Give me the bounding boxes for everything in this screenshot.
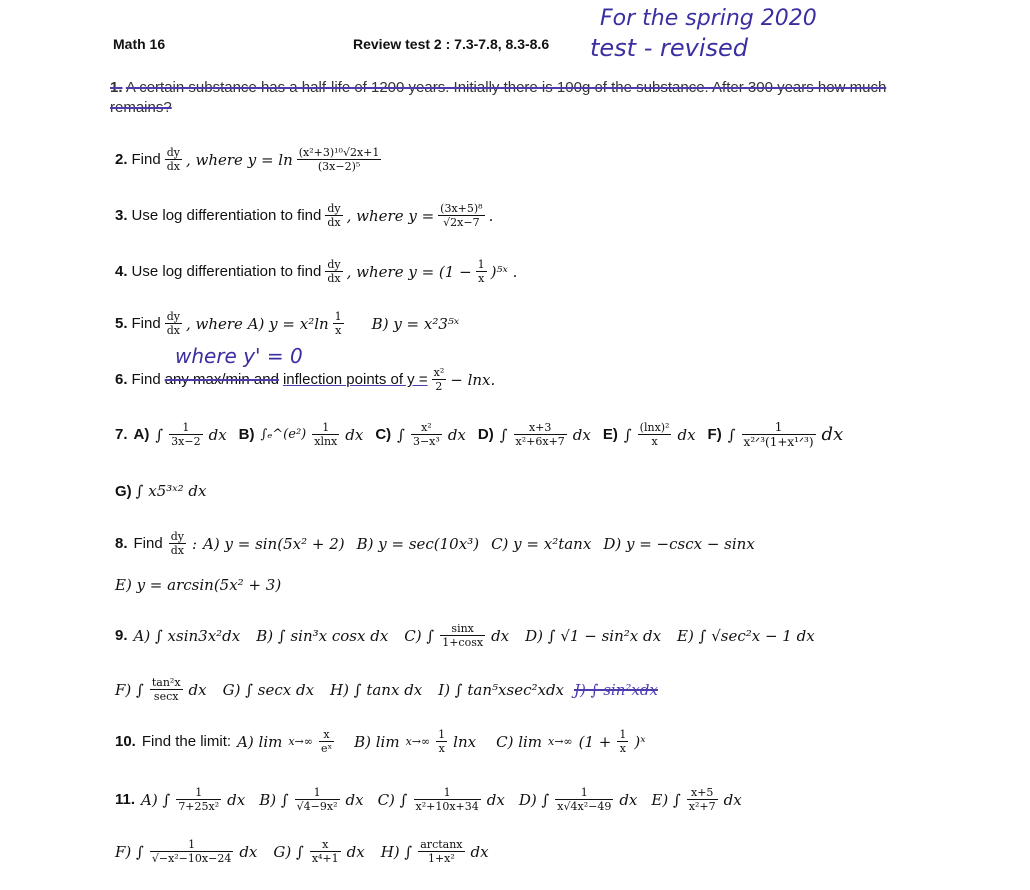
problem-9e: E) ∫ √sec²x − 1 dx (677, 626, 815, 645)
problem-3 (115, 202, 493, 229)
problem-11 (115, 786, 742, 813)
problem-6-tail: − lnx. (450, 370, 496, 389)
problem-11d-dx: dx (619, 790, 638, 809)
problem-9f-fraction: $\frac{\text{tan²x}}{\sec x}$ (151, 676, 181, 704)
problem-7b-label: B) (238, 426, 255, 444)
problem-9a: A) ∫ xsin3x²dx (133, 626, 241, 645)
problem-7c-dx: dx (447, 425, 466, 444)
dydx-fraction: $\frac{dy}{dx}$ (166, 310, 180, 338)
problem-1 (110, 78, 900, 118)
test-title: Review test 2 : 7.3-7.8, 8.3-8.6 (353, 36, 550, 52)
problem-11d-label: D) ∫ (518, 790, 550, 809)
problem-4-fraction: $\frac{1}{x}$ (477, 258, 485, 286)
problem-11h-label: H) ∫ (380, 842, 413, 861)
problem-6-fraction: $\frac{\text{x²}}{2}$ (433, 366, 445, 394)
problem-7f-fraction: $\frac{1}{\text{x²ᐟ³(1+x¹ᐟ³)}}$ (743, 420, 814, 450)
problem-9-row2 (115, 676, 658, 703)
problem-5 (115, 310, 459, 337)
dydx-fraction: $\frac{dy}{dx}$ (166, 146, 180, 174)
problem-8a: A) y = sin(5x² + 2) (203, 534, 345, 553)
problem-6-struck: any max/min and (164, 371, 279, 389)
problem-11c-fraction: $\frac{1}{\text{x²+10x+34}}$ (415, 786, 479, 814)
problem-6-text: inflection points of y = (282, 371, 428, 389)
problem-10a-label: A) lim (237, 732, 283, 751)
problem-11c-label: C) ∫ (377, 790, 408, 809)
problem-7a-label: A) (133, 426, 150, 444)
problem-11-number: 11. (115, 791, 136, 809)
problem-11g-label: G) ∫ (273, 842, 304, 861)
problem-9g: G) ∫ secx dx (222, 680, 315, 699)
integral-symbol: ∫ (499, 425, 508, 444)
problem-10b-sub: x→∞ (405, 735, 431, 749)
problem-7e-fraction: $\frac{\text{(lnx)²}}{x}$ (639, 421, 670, 449)
integral-symbol: ∫ (397, 425, 405, 444)
problem-9-number: 9. (115, 627, 128, 645)
problem-1-text: A certain substance has a half-life of 1200 years. Initially there is 100g of the substance. After 300 years how much remains? (110, 79, 887, 116)
problem-10b-tail: lnx (453, 732, 477, 751)
problem-11b-fraction: $\frac{1}{\text{√4−9x²}}$ (296, 786, 338, 814)
problem-6-prefix: Find (131, 371, 161, 389)
problem-7g (115, 482, 206, 500)
problem-7d-dx: dx (572, 425, 591, 444)
problem-7g-label: G) (115, 482, 132, 500)
problem-10b-fraction: $\frac{1}{x}$ (438, 728, 446, 756)
problem-11g-fraction: $\frac{x}{\text{x⁴+1}}$ (311, 838, 339, 866)
problem-10-number: 10. (115, 733, 136, 751)
problem-11a-dx: dx (227, 790, 246, 809)
problem-4-expr-end: )⁵ˣ . (490, 262, 518, 281)
problem-5-part-a: , where A) y = x²ln (185, 314, 329, 333)
problem-7f-dx: dx (821, 424, 844, 446)
dydx-fraction: $\frac{dy}{dx}$ (327, 202, 341, 230)
problem-11h-fraction: $\frac{\arctan x}{\text{1+x²}}$ (420, 838, 463, 866)
problem-9b: B) ∫ sin³x cosx dx (256, 626, 389, 645)
problem-11a-fraction: $\frac{1}{\text{7+25x²}}$ (178, 786, 220, 814)
problem-10a-fraction: $\frac{x}{\text{eˣ}}$ (320, 728, 333, 756)
problem-3-text: Use log differentiation to find (131, 207, 322, 225)
problem-10c-tail: )ˣ (634, 732, 646, 751)
course-title: Math 16 (113, 36, 166, 52)
handwritten-note-top: For the spring 2020 (600, 6, 817, 31)
problem-9c-dx: dx (491, 626, 510, 645)
problem-8-text: Find (133, 535, 163, 553)
problem-8d: D) y = −cscx − sinx (603, 534, 755, 553)
problem-4 (115, 258, 517, 285)
problem-7d-label: D) (477, 426, 494, 444)
integral-symbol: ∫ (727, 425, 736, 444)
problem-11f-label: F) ∫ (115, 842, 144, 861)
problem-8e: E) y = arcsin(5x² + 3) (115, 576, 282, 594)
problem-9 (115, 622, 815, 649)
problem-4-text: Use log differentiation to find (131, 263, 322, 281)
problem-8: 8. Find $\frac{dy}{dx}$ : A) y = sin(5x² + 2) B) y = sec(10x³) C) y = x²tanx D) y = −cscx − sinx (115, 530, 755, 558)
problem-11c-dx: dx (486, 790, 505, 809)
problem-3-end: . (488, 206, 494, 225)
problem-9h: H) ∫ tanx dx (330, 680, 423, 699)
problem-7e-dx: dx (677, 425, 696, 444)
problem-11a-label: A) ∫ (141, 790, 171, 809)
problem-3-expr: , where y = (346, 206, 435, 225)
dydx-fraction: $\frac{dy}{dx}$ (327, 258, 341, 286)
problem-11-row2 (115, 838, 489, 865)
problem-7c-fraction: $\frac{\text{x²}}{\text{3−x³}}$ (412, 421, 440, 449)
problem-10 (115, 728, 646, 755)
problem-2-number: 2. (115, 151, 128, 169)
problem-6-handwritten: where y' = 0 (175, 344, 303, 368)
problem-2-fraction: $\frac{\text{(x²+3)¹⁰√2x+1}}{\text{(3x−2)⁵}}$ (298, 146, 380, 174)
problem-10c-expr: (1 + (578, 732, 612, 751)
problem-7-number: 7. (115, 426, 128, 444)
problem-4-expr: , where y = (1 − (346, 262, 472, 281)
problem-9f-dx: dx (188, 680, 207, 699)
problem-7f-label: F) (707, 426, 722, 444)
problem-11e-label: E) ∫ (651, 790, 681, 809)
integral-symbol: ∫ (623, 425, 632, 444)
problem-9f-label: F) ∫ (115, 680, 144, 699)
problem-7c-label: C) (375, 426, 392, 444)
problem-7g-expr: ∫ x5³ˣ² dx (135, 482, 207, 500)
problem-11f-dx: dx (239, 842, 258, 861)
problem-10c-label: C) lim (496, 732, 543, 751)
problem-9i: I) ∫ tan⁵xsec²xdx (438, 680, 565, 699)
integral-symbol: ∫ (155, 425, 164, 444)
problem-2-text: Find (131, 151, 161, 169)
problem-3-number: 3. (115, 207, 128, 225)
problem-5-number: 5. (115, 315, 128, 333)
problem-8b: B) y = sec(10x³) (356, 534, 480, 553)
problem-8c: C) y = x²tanx (491, 534, 592, 553)
problem-10b-label: B) lim (354, 732, 400, 751)
problem-11b-label: B) ∫ (259, 790, 289, 809)
problem-9c-fraction: $\frac{\sin x}{1+\cos x}$ (442, 622, 484, 650)
problem-11b-dx: dx (345, 790, 364, 809)
problem-10c-sub: x→∞ (548, 735, 573, 749)
problem-6 (115, 366, 495, 393)
problem-7a-dx: dx (208, 425, 227, 444)
problem-11e-fraction: $\frac{x+5}{\text{x²+7}}$ (688, 786, 716, 814)
integral-symbol: ∫ₑ^(e²) (260, 427, 307, 443)
problem-7d-fraction: $\frac{x+3}{\text{x²+6x+7}}$ (515, 421, 565, 449)
problem-7b-fraction: $\frac{1}{xlnx}$ (314, 421, 338, 449)
problem-5-text: Find (131, 315, 161, 333)
problem-7a-fraction: $\frac{1}{3x-2}$ (171, 421, 201, 449)
problem-10c-fraction: $\frac{1}{x}$ (619, 728, 627, 756)
problem-11h-dx: dx (470, 842, 489, 861)
problem-1-number: 1. (110, 79, 123, 96)
problem-11e-dx: dx (723, 790, 742, 809)
problem-8-number: 8. (115, 535, 128, 553)
problem-2-expr: , where y = ln (185, 150, 293, 169)
problem-11g-dx: dx (346, 842, 365, 861)
problem-11d-fraction: $\frac{1}{\text{x√4x²−49}}$ (557, 786, 612, 814)
dydx-fraction: $\frac{dy}{dx}$ (170, 530, 184, 558)
problem-9d: D) ∫ √1 − sin²x dx (525, 626, 662, 645)
problem-5-part-b: B) y = x²3⁵ˣ (371, 314, 460, 333)
problem-2 (115, 146, 381, 173)
problem-7b-dx: dx (345, 425, 364, 444)
problem-9j-struck: J) ∫ sin²xdx (574, 680, 658, 699)
problem-9c-label: C) ∫ (404, 626, 435, 645)
problem-11f-fraction: $\frac{1}{\text{√−x²−10x−24}}$ (151, 838, 232, 866)
problem-6-number: 6. (115, 371, 128, 389)
problem-3-fraction: $\frac{\text{(3x+5)⁸}}{√2x-7}$ (440, 202, 483, 230)
problem-7e-label: E) (602, 426, 618, 444)
problem-10-text: Find the limit: (141, 733, 232, 751)
problem-10a-sub: x→∞ (288, 735, 313, 749)
problem-7 (115, 420, 843, 450)
problem-4-number: 4. (115, 263, 128, 281)
handwritten-note-sub: test - revised (590, 34, 749, 62)
problem-5-fraction: $\frac{1}{x}$ (334, 310, 342, 338)
